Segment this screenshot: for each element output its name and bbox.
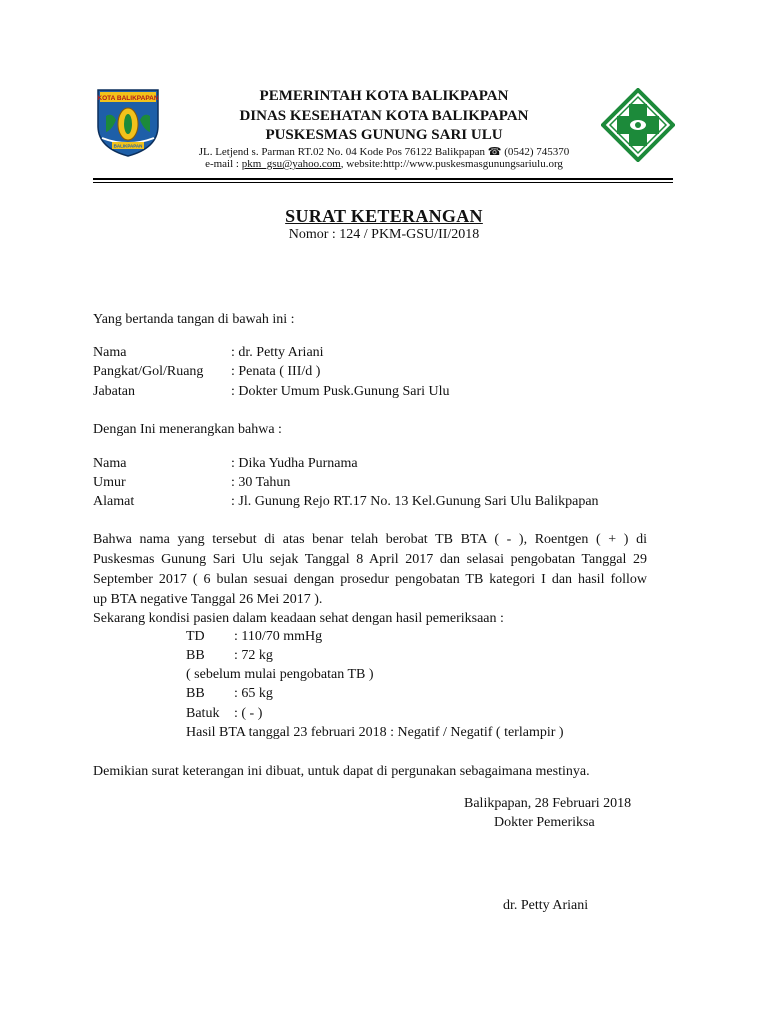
- header-puskesmas: PUSKESMAS GUNUNG SARI ULU: [265, 127, 503, 143]
- header-divider-thick: [93, 178, 673, 180]
- intro-text: Yang bertanda tangan di bawah ini :: [93, 312, 295, 327]
- header-address: JL. Letjend s. Parman RT.02 No. 04 Kode Pos 76122 Balikpapan ☎ (0542) 745370: [198, 146, 570, 158]
- exam-td-label: TD: [186, 629, 205, 644]
- signer-rank-label: Pangkat/Gol/Ruang: [93, 364, 204, 379]
- signature-place-date: Balikpapan, 28 Februari 2018: [464, 796, 632, 811]
- patient-age-label: Umur: [93, 475, 126, 490]
- signature-name: dr. Petty Ariani: [503, 898, 589, 913]
- patient-name-value: : Dika Yudha Purnama: [231, 456, 358, 471]
- header-contact: [0, 158, 768, 170]
- exam-td-value: : 110/70 mmHg: [234, 629, 323, 644]
- exam-bb-after-label: BB: [186, 686, 205, 701]
- body-line-1: Bahwa nama yang tersebut di atas benar telah berobat TB BTA ( - ), Roentgen ( + ) di: [93, 532, 647, 547]
- logo-bottom-text: BALIKPAPAN: [113, 143, 143, 149]
- closing-text: Demikian surat keterangan ini dibuat, untuk dapat di pergunakan sebagaimana mestinya.: [93, 764, 590, 779]
- document-number: Nomor : 124 / PKM-GSU/II/2018: [288, 227, 480, 242]
- exam-cough-label: Batuk: [186, 706, 220, 721]
- signer-position-value: : Dokter Umum Pusk.Gunung Sari Ulu: [231, 384, 450, 399]
- patient-name-label: Nama: [93, 456, 127, 471]
- signature-role: Dokter Pemeriksa: [494, 815, 595, 830]
- logo-top-text: KOTA BALIKPAPAN: [97, 95, 159, 102]
- body-line-5: Sekarang kondisi pasien dalam keadaan sehat dengan hasil pemeriksaan :: [93, 611, 504, 626]
- email-link[interactable]: pkm_gsu@yahoo.com: [241, 158, 341, 170]
- exam-bb-before-value: : 72 kg: [234, 648, 273, 663]
- statement-text: Dengan Ini menerangkan bahwa :: [93, 422, 282, 437]
- exam-cough-value: : ( - ): [234, 706, 263, 721]
- exam-bta-result: Hasil BTA tanggal 23 februari 2018 : Negatif / Negatif ( terlampir ): [186, 725, 564, 740]
- signer-position-label: Jabatan: [93, 384, 135, 399]
- header-divider-thin: [93, 182, 673, 183]
- exam-note: ( sebelum mulai pengobatan TB ): [186, 667, 374, 682]
- header-department: DINAS KESEHATAN KOTA BALIKPAPAN: [239, 108, 529, 124]
- signer-name-value: : dr. Petty Ariani: [231, 345, 324, 360]
- patient-age-value: : 30 Tahun: [231, 475, 291, 490]
- signer-name-label: Nama: [93, 345, 127, 360]
- body-line-4: up BTA negative Tanggal 26 Mei 2017 ).: [93, 592, 323, 607]
- email-prefix: e-mail :: [205, 158, 242, 170]
- exam-bb-after-value: : 65 kg: [234, 686, 273, 701]
- header-government: PEMERINTAH KOTA BALIKPAPAN: [259, 88, 509, 104]
- body-line-3: September 2017 ( 6 bulan sesuai dengan prosedur pengobatan TB kategori I dan hasil follow: [93, 572, 647, 587]
- patient-address-label: Alamat: [93, 494, 135, 509]
- patient-address-value: : Jl. Gunung Rejo RT.17 No. 13 Kel.Gunung Sari Ulu Balikpapan: [231, 494, 599, 509]
- body-line-2: Puskesmas Gunung Sari Ulu sejak Tanggal 8 April 2017 dan selasai pengobatan Tanggal 29: [93, 552, 647, 567]
- exam-bb-before-label: BB: [186, 648, 205, 663]
- website-text: , website:http://www.puskesmasgunungsariulu.org: [340, 158, 563, 170]
- document-title: [0, 206, 768, 227]
- document-title-text: SURAT KETERANGAN: [285, 206, 483, 226]
- signer-rank-value: : Penata ( III/d ): [231, 364, 321, 379]
